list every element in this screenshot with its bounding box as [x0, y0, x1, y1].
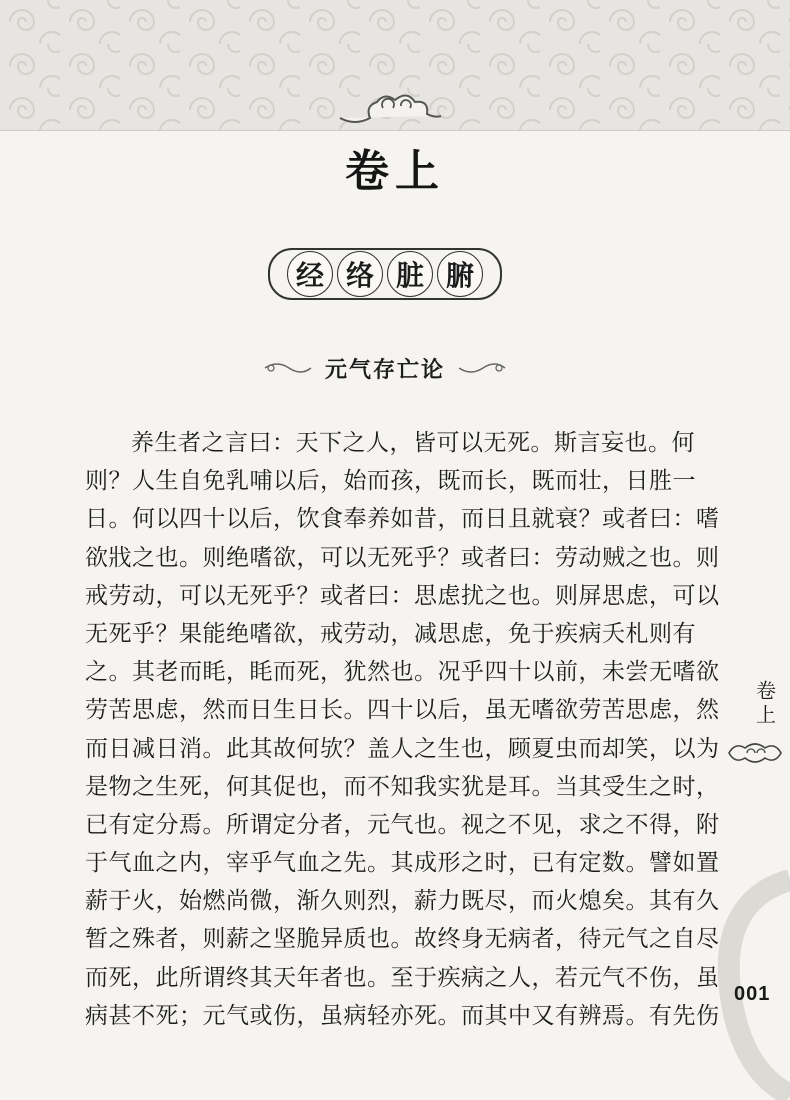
- body-line: 薪于火，始燃尚微，渐久则烈，薪力既尽，而火熄矣。其有久: [85, 888, 720, 915]
- left-swirl-icon: [263, 358, 313, 378]
- right-swirl-icon: [457, 358, 507, 378]
- side-chapter-tab: [740, 680, 790, 728]
- body-line: 之。其老而眊，眊而死，犹然也。况乎四十以前，未尝无嗜欲: [85, 659, 720, 686]
- body-line: 无死乎？果能绝嗜欲，戒劳动，减思虑，免于疾病夭札则有: [85, 620, 696, 647]
- body-line: 劳苦思虑，然而日生日长。四十以后，虽无嗜欲劳苦思虑，然: [85, 697, 720, 724]
- body-line: 欲戕之也。则绝嗜欲，可以无死乎？或者曰：劳动贼之也。则: [85, 544, 720, 571]
- section-title-char-1: 经: [287, 251, 333, 297]
- body-line: 而日减日消。此其故何欤？盖人之生也，顾夏虫而却笑，以为: [85, 735, 720, 762]
- body-line: 于气血之内，宰乎气血之先。其成形之时，已有定数。譬如置: [85, 850, 720, 877]
- body-line: 戒劳动，可以无死乎？或者曰：思虑扰之也。则屏思虑，可以: [85, 582, 720, 609]
- body-line: 暂之殊者，则薪之坚脆异质也。故终身无病者，待元气之自尽: [85, 926, 720, 953]
- section-title-char-3: 脏: [387, 251, 433, 297]
- body-text: [85, 424, 720, 1035]
- body-line: 是物之生死，何其促也，而不知我实犹是耳。当其受生之时，: [85, 773, 720, 800]
- subsection-title: 元气存亡论: [324, 356, 445, 383]
- section-title-char-2: 络: [337, 251, 383, 297]
- side-cloud-ornament-icon: [725, 738, 785, 768]
- body-line: 日。何以四十以后，饮食奉养如昔，而日且就衰？或者曰：嗜: [85, 506, 720, 533]
- section-title-char-4: 腑: [437, 251, 483, 297]
- chapter-title: 卷上: [345, 146, 445, 197]
- body-line: 养生者之言曰：天下之人，皆可以无死。斯言妄也。何: [131, 430, 695, 456]
- body-line: 已有定分焉。所谓定分者，元气也。视之不见，求之不得，附: [85, 811, 720, 838]
- body-line: 而死，此所谓终其天年者也。至于疾病之人，若元气不伤，虽: [85, 964, 720, 991]
- side-chapter-label: 卷上: [752, 680, 777, 728]
- body-line: 则？人生自免乳哺以后，始而孩，既而长，既而壮，日胜一: [85, 468, 696, 495]
- page-number: 001: [734, 983, 771, 1005]
- cloud-ornament-icon: [335, 78, 445, 128]
- section-title-box: [268, 248, 502, 300]
- body-line: 病甚不死；元气或伤，虽病轻亦死。而其中又有辨焉。有先伤: [85, 1002, 720, 1029]
- subsection-heading: [255, 350, 515, 386]
